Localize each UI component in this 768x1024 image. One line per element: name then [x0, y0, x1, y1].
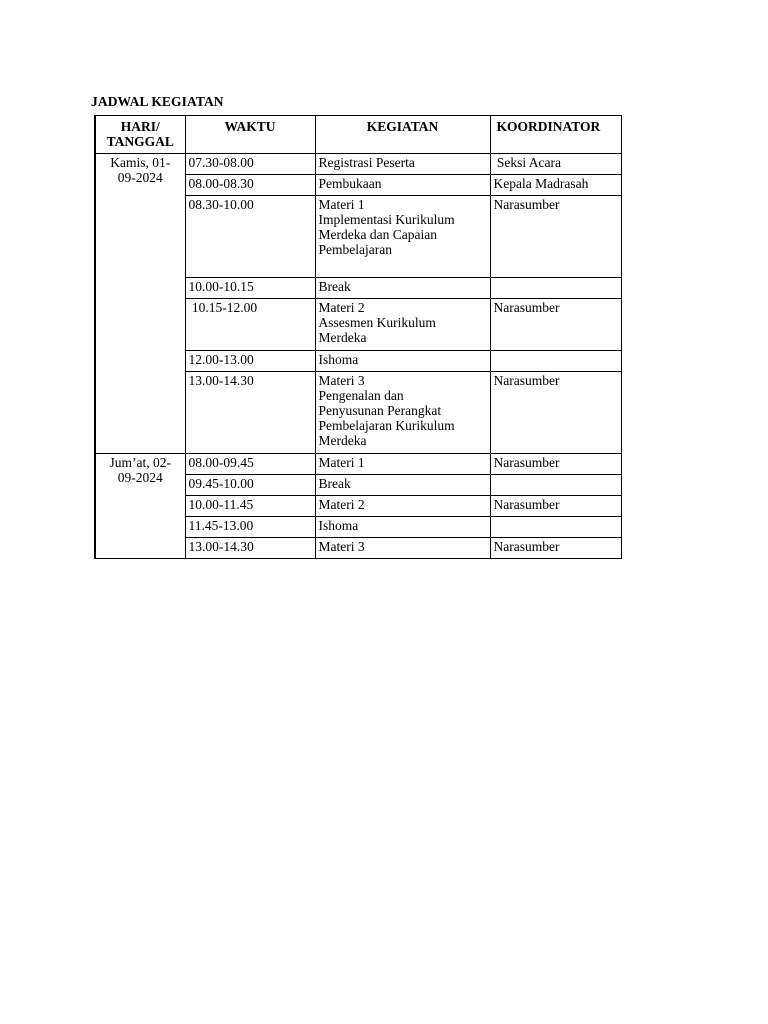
koordinator-cell: Seksi Acara	[490, 154, 621, 175]
day-cell: Jum’at, 02- 09-2024	[95, 454, 185, 559]
kegiatan-cell: Break	[315, 475, 490, 496]
header-kegiatan: KEGIATAN	[315, 116, 490, 154]
kegiatan-cell: Ishoma	[315, 351, 490, 372]
waktu-cell: 11.45-13.00	[185, 517, 315, 538]
waktu-cell: 13.00-14.30	[185, 538, 315, 559]
koordinator-cell: Narasumber	[490, 372, 621, 454]
waktu-cell: 10.00-10.15	[185, 278, 315, 299]
table-row	[95, 154, 621, 175]
waktu-cell: 08.00-08.30	[185, 175, 315, 196]
koordinator-cell: Narasumber	[490, 196, 621, 278]
waktu-cell: 10.00-11.45	[185, 496, 315, 517]
kegiatan-cell: Pembukaan	[315, 175, 490, 196]
koordinator-cell	[490, 475, 621, 496]
waktu-cell: 12.00-13.00	[185, 351, 315, 372]
koordinator-cell: Narasumber	[490, 299, 621, 351]
koordinator-cell	[490, 517, 621, 538]
kegiatan-cell: Materi 1 Implementasi Kurikulum Merdeka dan Capaian Pembelajaran	[315, 196, 490, 278]
kegiatan-cell: Materi 1	[315, 454, 490, 475]
kegiatan-cell: Materi 2	[315, 496, 490, 517]
day-cell: Kamis, 01- 09-2024	[95, 154, 185, 454]
koordinator-cell: Narasumber	[490, 538, 621, 559]
header-hari-tanggal: HARI/ TANGGAL	[95, 116, 185, 154]
page-title: JADWAL KEGIATAN	[91, 94, 224, 109]
kegiatan-cell: Ishoma	[315, 517, 490, 538]
header-waktu: WAKTU	[185, 116, 315, 154]
table-row	[95, 454, 621, 475]
kegiatan-cell: Materi 2 Assesmen Kurikulum Merdeka	[315, 299, 490, 351]
waktu-cell: 08.00-09.45	[185, 454, 315, 475]
waktu-cell: 08.30-10.00	[185, 196, 315, 278]
kegiatan-cell: Break	[315, 278, 490, 299]
schedule-table	[94, 115, 622, 559]
header-koordinator: KOORDINATOR	[490, 116, 621, 154]
kegiatan-cell: Registrasi Peserta	[315, 154, 490, 175]
koordinator-cell: Narasumber	[490, 496, 621, 517]
waktu-cell: 09.45-10.00	[185, 475, 315, 496]
koordinator-cell: Narasumber	[490, 454, 621, 475]
waktu-cell: 10.15-12.00	[185, 299, 315, 351]
kegiatan-cell: Materi 3 Pengenalan dan Penyusunan Perangkat Pembelajaran Kurikulum Merdeka	[315, 372, 490, 454]
koordinator-cell: Kepala Madrasah	[490, 175, 621, 196]
koordinator-cell	[490, 278, 621, 299]
waktu-cell: 07.30-08.00	[185, 154, 315, 175]
kegiatan-cell: Materi 3	[315, 538, 490, 559]
koordinator-cell	[490, 351, 621, 372]
table-header-row	[95, 116, 621, 154]
waktu-cell: 13.00-14.30	[185, 372, 315, 454]
